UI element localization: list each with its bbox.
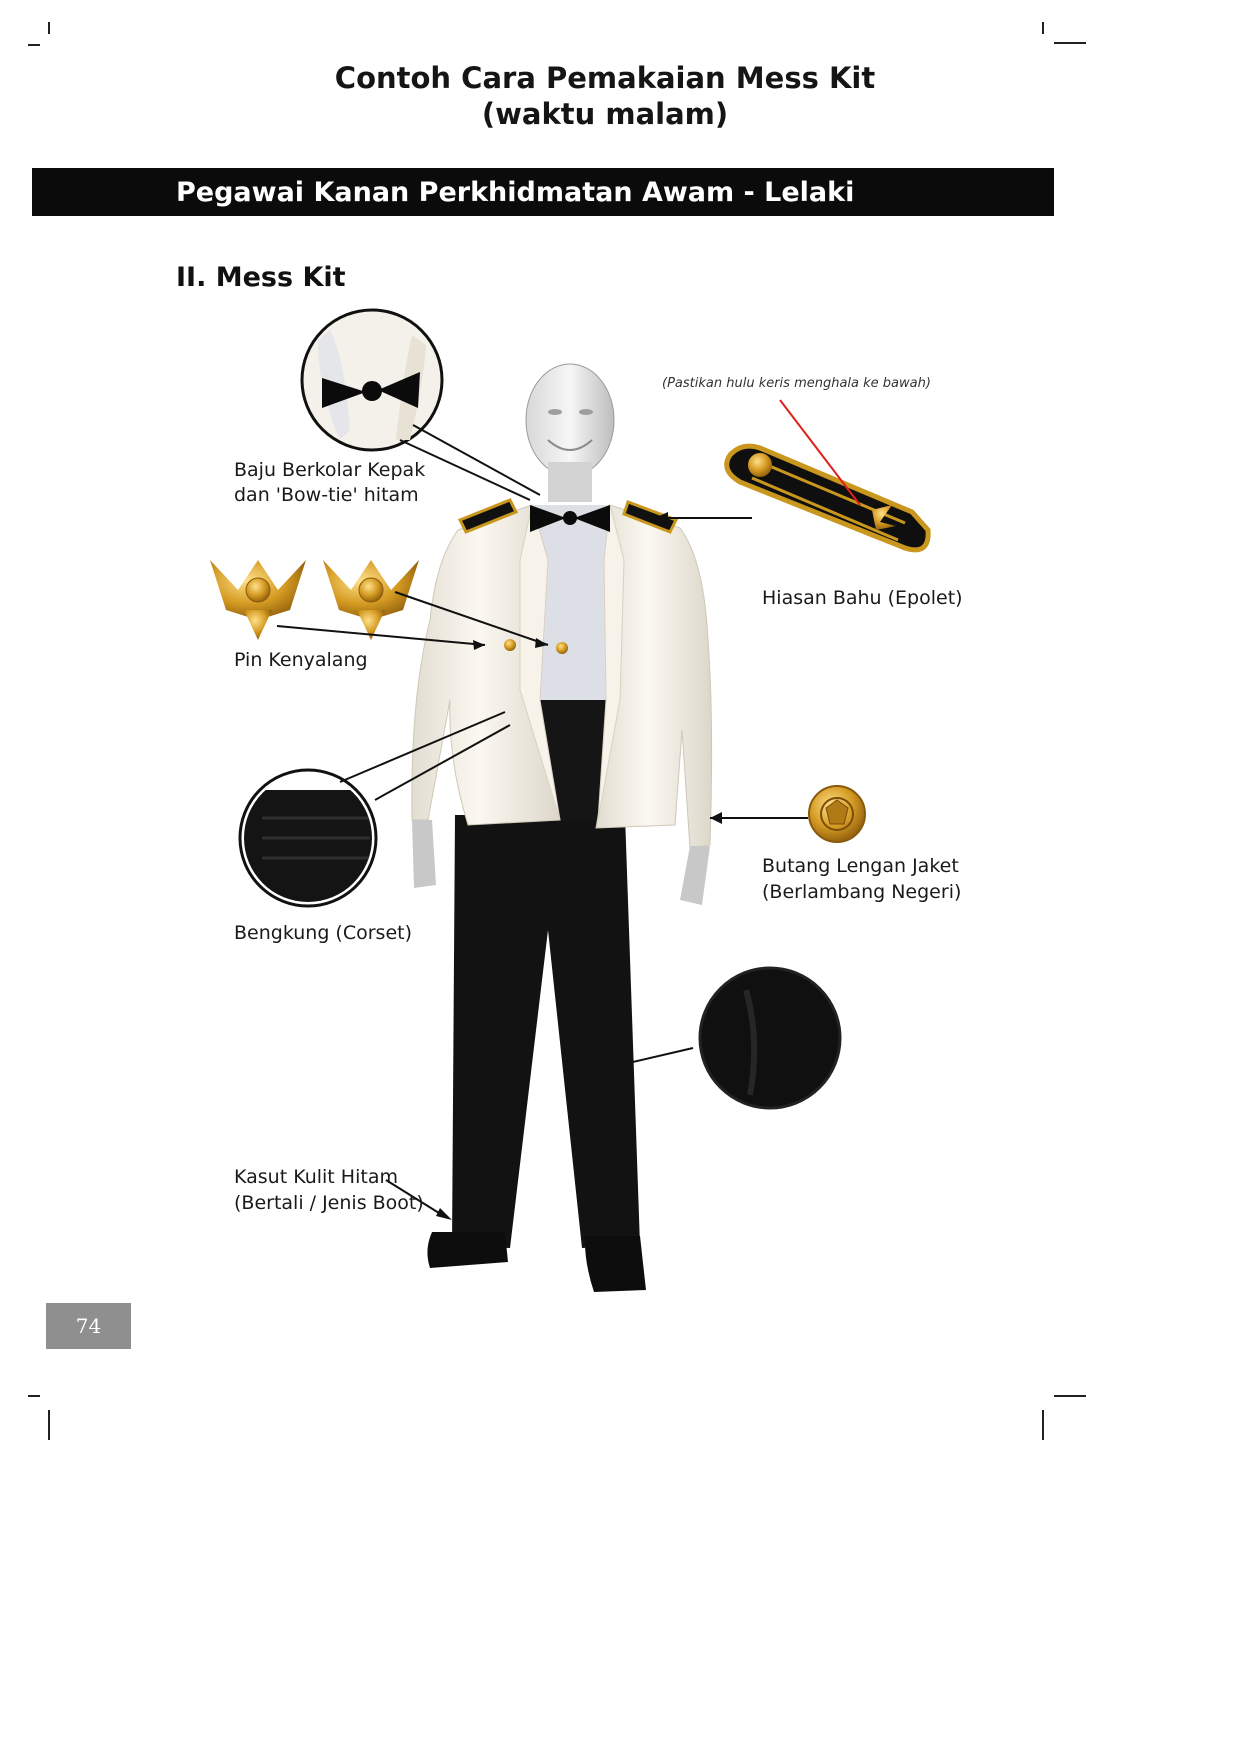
- arrowhead-shoes: [436, 1208, 452, 1220]
- shoes-label-line2: (Bertali / Jenis Boot): [234, 1192, 424, 1214]
- crop-mark: [1054, 42, 1086, 44]
- crop-mark: [48, 22, 50, 34]
- trousers: [452, 815, 640, 1248]
- bowtie-label-line1: Baju Berkolar Kepak: [234, 459, 426, 481]
- shoes: [427, 1232, 646, 1292]
- arrowhead-button: [710, 812, 722, 824]
- pin-label: Pin Kenyalang: [234, 649, 368, 671]
- corset-detail-circle: [240, 770, 380, 910]
- section-heading: II. Mess Kit: [176, 262, 346, 293]
- crop-mark: [48, 1410, 50, 1440]
- crop-mark: [28, 44, 40, 46]
- crop-mark: [1042, 1410, 1044, 1440]
- crop-mark: [1042, 22, 1044, 34]
- button-label-line2: (Berlambang Negeri): [762, 881, 962, 903]
- corset-label: Bengkung (Corset): [234, 922, 412, 944]
- crop-mark: [28, 1395, 40, 1397]
- jacket-pin-right: [556, 642, 568, 654]
- page-subtitle: (waktu malam): [481, 97, 729, 131]
- banner-text: Pegawai Kanan Perkhidmatan Awam - Lelaki: [176, 177, 855, 208]
- kenyalang-emblem-2: [323, 560, 419, 640]
- epaulette-note: (Pastikan hulu keris menghala ke bawah): [662, 376, 931, 391]
- button-label-line1: Butang Lengan Jaket: [762, 855, 959, 877]
- mannequin-head: [526, 364, 614, 502]
- page-number: 74: [46, 1303, 131, 1349]
- page-title: Contoh Cara Pemakaian Mess Kit: [334, 61, 876, 95]
- jacket-pin-left: [504, 639, 516, 651]
- bowtie-label-line2: dan 'Bow-tie' hitam: [234, 484, 419, 506]
- trouser-detail-circle: [700, 968, 840, 1108]
- epaulette-label: Hiasan Bahu (Epolet): [762, 587, 963, 609]
- shoes-label-line1: Kasut Kulit Hitam: [234, 1166, 398, 1188]
- state-button: [809, 786, 865, 842]
- crop-mark: [1054, 1395, 1086, 1397]
